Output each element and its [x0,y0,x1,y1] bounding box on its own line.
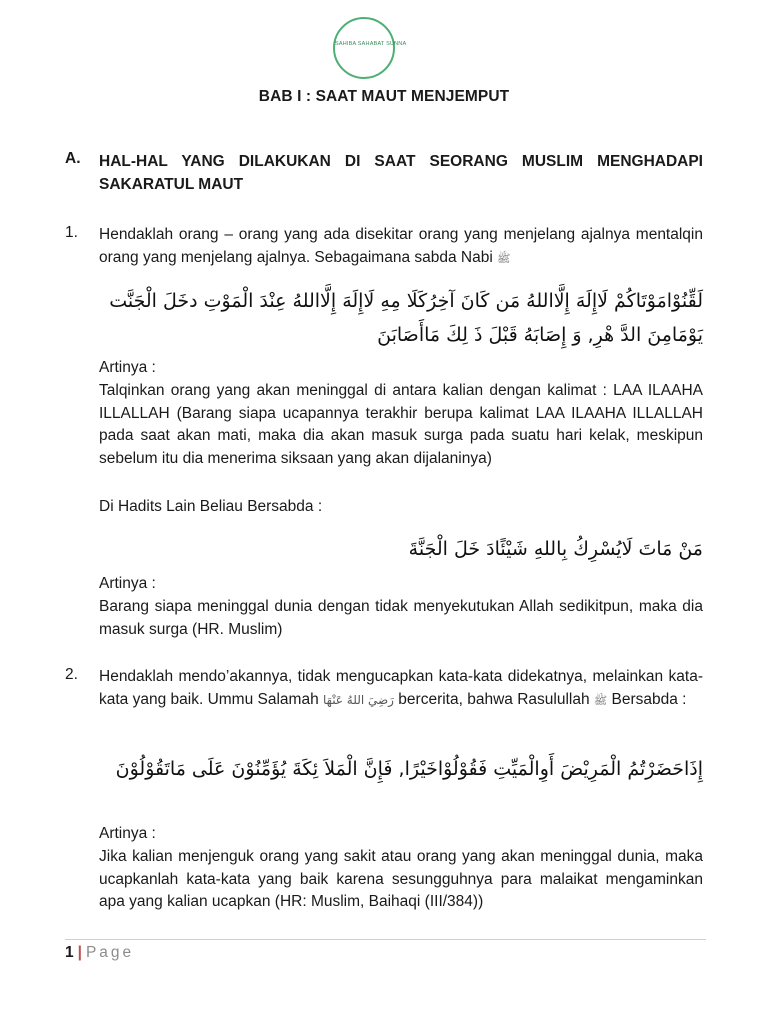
page-number: 1 [65,944,74,961]
page-separator: | [77,944,82,961]
item2-translation: Jika kalian menjenguk orang yang sakit atau orang yang akan meninggal dunia, maka ucapkanlah kata-kata yang baik karena sesungguhnya para malaikat mengaminkan apa yang kalian ucapkan (HR: Muslim, Baihaqi (III/384)) [99,848,703,910]
item2-number: 2. [65,666,78,683]
item2-intro-b: bercerita, bahwa Rasulullah [398,690,590,708]
radhiyallahu-anha: رَضِيَ اللهُ عَنْهَا [323,692,394,707]
item1-intro [99,224,703,270]
item2-arabic: إِذَاحَضَرْتُمُ الْمَرِيْضَ أَوِالْمَيِّتِ فَقُوْلُوْاخَيْرًا, فَإِنَّ الْمَلاَ ئِكَةَ يُؤَمِّنُوْنَ عَلَى مَاتَقُوْلُوْنَ [115,758,703,780]
item1-hadith2-intro: Di Hadits Lain Beliau Bersabda : [99,498,323,515]
page-word: Page [85,944,135,961]
item1-number: 1. [65,224,78,241]
saw-symbol: ﷺ [593,694,608,707]
item1-translation2: Barang siapa meninggal dunia dengan tidak menyekutukan Allah sedikitpun, maka dia masuk surga (HR. Muslim) [99,598,703,638]
item2-intro-a: Hendaklah mendo’akannya, tidak mengucapkan kata-kata didekatnya, melainkan kata-kata yang baik. Ummu Salamah [99,668,703,708]
item2-artinya-label: Artinya : [99,825,156,842]
item1-arabic2: مَنْ مَاتَ لَايُسْرِكُ بِاللهِ شَيْئًادَ خَلَ الْجَنَّةَ [408,538,703,560]
item2-intro [99,666,703,712]
item1-artinya-label2: Artinya : [99,575,156,592]
page-footer [65,944,134,962]
chapter-title: BAB I : SAAT MAUT MENJEMPUT [258,88,510,105]
item1-translation: Talqinkan orang yang akan meninggal di antara kalian dengan kalimat : LAA ILAAHA ILLALLAH (Barang siapa ucapannya terakhir berupa kalimat LAA ILAAHA ILLALLAH pada saat akan mati, maka dia akan masuk surga pada suatu hari kelak, meskipun sebelum itu dia menerima siksaan yang akan dijalaninya) [99,382,703,467]
item1-intro-text: Hendaklah orang – orang yang ada disekitar orang yang menjelang ajalnya mentalqin orang yang menjelang ajalnya. Sebagaimana sabda Nabi [99,226,703,266]
footer-divider [65,939,706,940]
saw-symbol: ﷺ [497,252,511,265]
section-title: HAL-HAL YANG DILAKUKAN DI SAAT SEORANG MUSLIM MENGHADAPI SAKARATUL MAUT [99,153,703,193]
item1-arabic: لَقِّنُوْامَوْتَاكُمْ لَاإِلَهَ إِلَّااللهُ مَن كَانَ آخِرُكَلَا مِهِ لَاإِلَهَ إِلَّااللهُ عِنْدَ الْمَوْتِ دخَلَ الْجَنَّت يَوْمَامِنَ الدَّ هْرِ, وَ إِصَابَهُ قَبْلَ ذَ لِكَ مَاأَصَابَنَ [109,290,703,346]
logo-text: SAHIBA SAHABAT SUNNA [335,41,407,47]
item1-artinya-label: Artinya : [99,359,156,376]
logo [333,17,407,79]
item2-intro-c: Bersabda : [611,690,687,708]
section-letter: A. [65,150,81,167]
